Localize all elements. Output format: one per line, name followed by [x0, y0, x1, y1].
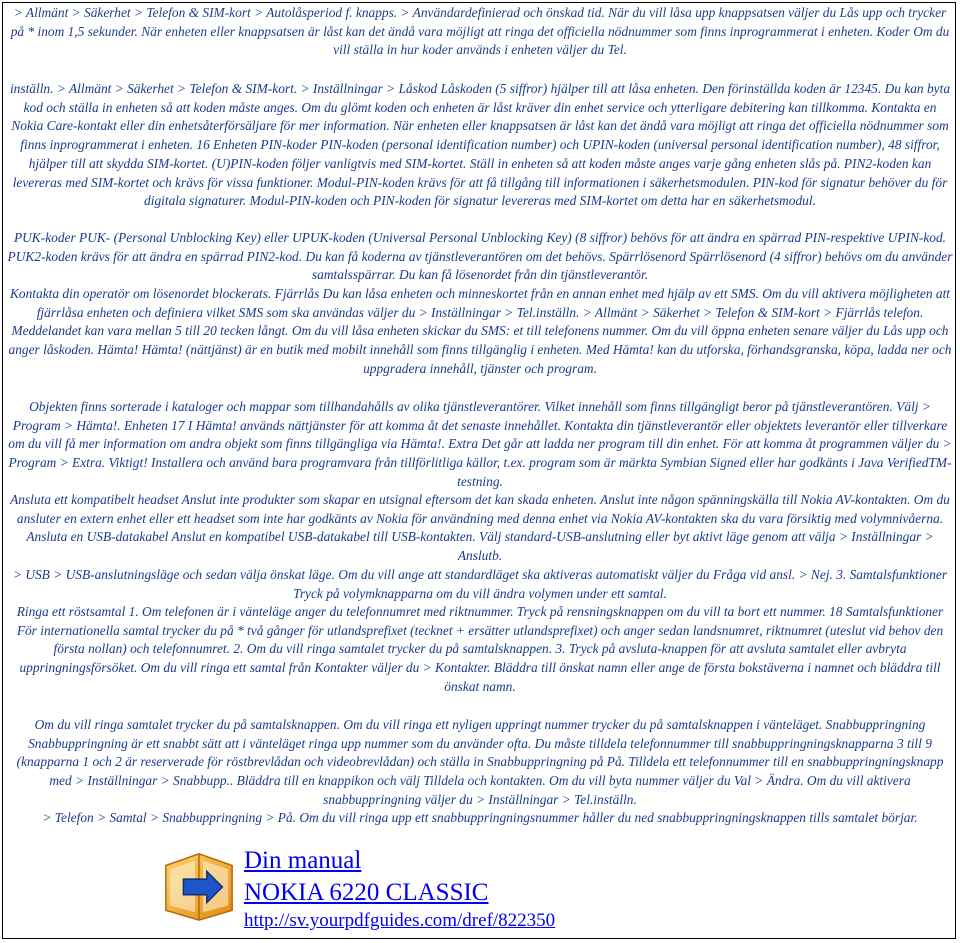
paragraph-speed-dial: Om du vill ringa samtalet trycker du på samtalsknappen. Om du vill ringa ett nyligen uppringt nummer trycker du på samtalsknappen i vänteläget. Snabbuppringning Snabbuppringning är ett snabbt sätt att i vänteläget ringa upp nummer som du använder ofta. Du måste tilldela telefonnummer till snabbuppringningsknapparna 3 till 9 (knapparna 1 och 2 är reserverade för röstbrevlådan och videobrevlådan) och ställa in Snabbuppringning på På. Tilldela ett telefonnummer till en snabbuppringningsknapp med > Inställningar > Snabbupp.. Bläddra till en knappikon och välj Tilldela och kontakten. Om du vill byta nummer väljer du Val > Ändra. Om du vill aktivera snabbuppringning väljer du > Inställningar > Tel.inställn. [16, 717, 944, 807]
paragraph-puk-codes: PUK-koder PUK- (Personal Unblocking Key) eller UPUK-koden (Universal Personal Unblocking Key) (8 siffror) behövs för att ändra en spärrad PIN-respektive UPIN-kod. PUK2-koden krävs för att ändra en spärrad PIN2-kod. Du kan få koderna av tjänstleverantören om det behövs. Spärrlösenord Spärrlösenord (4 siffror) behövs om du använder samtalsspärrar. Du kan få lösenordet från din tjänstleverantör. [7, 230, 953, 283]
paragraph-usb-mode: > USB > USB-anslutningsläge och sedan välja önskat läge. Om du vill ange att standardläget ska aktiveras automatiskt väljer du Fråga vid ansl. > Nej. 3. Samtalsfunktioner Tryck på volymknapparna om du vill ändra volymen under ett samtal. [12, 567, 948, 601]
manual-title-link[interactable]: Din manual [244, 847, 362, 874]
paragraph-speed-dial-activate: > Telefon > Samtal > Snabbuppringning > På. Om du vill ringa upp ett snabbuppringningsnummer håller du ned snabbuppringningsknappen tills samtalet börjar. [42, 810, 918, 825]
product-name-link[interactable]: NOKIA 6220 CLASSIC [244, 879, 489, 906]
paragraph-lock-codes: inställn. > Allmänt > Säkerhet > Telefon & SIM-kort. > Inställningar > Låskod Låskoden (5 siffror) hjälper till att låsa enheten. Den förinställda koden är 12345. Du kan byta kod och ställa in enheten så att koden måste anges. Om du glömt koden och enheten är låst kräver din enhet service och ytterligare debitering kan tillkomma. Kontakta en Nokia Care-kontakt eller din enhetsåterförsäljare för mer information. När enheten eller knappsatsen är låst kan det ändå vara möjligt att ringa det officiella nödnummer som finns inprogrammerat i enheten. 16 Enheten PIN-koder PIN-koden (personal identification number) och UPIN-koden (universal personal identification number), 48 siffror, hjälper till att skydda SIM-kortet. (U)PIN-koden följer vanligtvis med SIM-kortet. Ställ in enheten så att koden måste anges varje gång enheten slås på. PIN2-koden kan levereras med SIM-kortet och krävs för vissa funktioner. Modul-PIN-koden krävs för att få tillgång till informationen i säkerhetsmodulen. PIN-kod för signatur behöver du för digitala signaturer. Modul-PIN-koden och PIN-koden för signatur levereras med SIM-kortet om detta har en säkerhetsmodul. [9, 81, 951, 209]
paragraph-autolock: > Allmänt > Säkerhet > Telefon & SIM-kort > Autolåsperiod f. knapps. > Användardefinierad och önskad tid. När du vill låsa upp knappsatsen väljer du Lås upp och trycker på * inom 1,5 sekunder. När enheten eller knappsatsen är låst kan det ändå vara möjligt att ringa det officiella nödnummer som finns inprogrammerat i enheten. Koder Om du vill ställa in hur koder används i enheten väljer du Tel. [10, 5, 950, 58]
paragraph-headset-usb: Ansluta ett kompatibelt headset Anslut inte produkter som skapar en utsignal eftersom det kan skada enheten. Anslut inte någon spänningskälla till Nokia AV-kontakten. Om du ansluter en extern enhet eller ett headset som inte har godkänts av Nokia för användning med denna enhet via Nokia AV-kontakten ska du vara försiktig med volymnivåerna. Ansluta en USB-datakabel Anslut en kompatibel USB-datakabel till USB-kontakten. Välj standard-USB-anslutning eller byt aktivt läge genom att välja > Inställningar > Anslutb. [10, 492, 950, 564]
paragraph-voice-call: Ringa ett röstsamtal 1. Om telefonen är i vänteläge anger du telefonnumret med riktnummer. Tryck på rensningsknappen om du vill ta bort ett nummer. 18 Samtalsfunktioner För internationella samtal trycker du på * två gånger för utlandsprefixet (tecknet + ersätter utlandsprefixet) och anger sedan landsnumret, riktnumret (uteslut vid behov den första nollan) och telefonnumret. 2. Om du vill ringa samtalet trycker du på samtalsknappen. 3. Tryck på avsluta-knappen för att avsluta samtalet eller avbryta uppringningsförsöket. Om du vill ringa ett samtal från Kontakter väljer du > Kontakter. Bläddra till önskat namn eller ange de första bokstäverna i namnet och bläddra till önskat namn. [16, 604, 944, 694]
manual-url-link[interactable]: http://sv.yourpdfguides.com/dref/822350 [244, 910, 556, 931]
manual-footer [160, 838, 760, 938]
paragraph-download: Objekten finns sorterade i kataloger och mappar som tillhandahålls av olika tjänstleverantörer. Vilket innehåll som finns tillgängligt beror på tjänstleverantören. Välj > Program > Hämta!. Enheten 17 I Hämta! används nättjänster för att komma åt det senaste innehållet. Kontakta din tjänstleverantör eller objektets leverantör eller tillverkare om du vill få mer information om andra objekt som finns tillgängliga via Hämta!. Extra Det går att ladda ner program till din enhet. För att komma åt programmen väljer du > Program > Extra. Viktigt! Installera och använd bara programvara från tillförlitliga källor, t.ex. program som är märkta Symbian Signed eller har godkänts i Java VerifiedTM-testning. [8, 399, 952, 489]
paragraph-remote-lock: Kontakta din operatör om lösenordet blockerats. Fjärrlås Du kan låsa enheten och minneskortet från en annan enhet med hjälp av ett SMS. Om du vill aktivera möjligheten att fjärrlåsa enheten och definiera vilket SMS som ska användas väljer du > Inställningar > Tel.inställn. > Allmänt > Säkerhet > Telefon & SIM-kort > Fjärrlås telefon. Meddelandet kan vara mellan 5 till 20 tecken långt. Om du vill låsa enheten skickar du SMS: et till telefonens nummer. Om du vill öppna enheten senare väljer du Lås upp och anger låskoden. Hämta! Hämta! (nättjänst) är en butik med mobilt innehåll som finns tillgänglig i enheten. Med Hämta! kan du utforska, förhandsgranska, köpa, ladda ner och uppgradera innehåll, tjänster och program. [8, 286, 952, 376]
book-arrow-icon [160, 846, 238, 924]
